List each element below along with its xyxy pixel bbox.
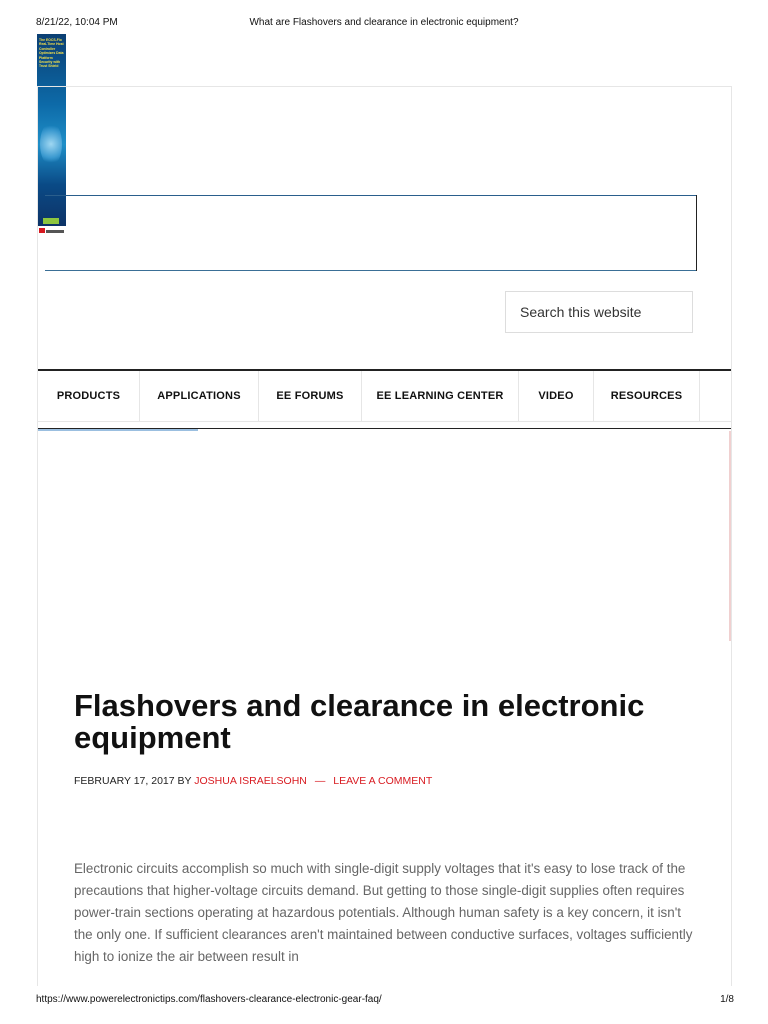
byline-by: BY: [177, 775, 192, 787]
page-frame-right: [731, 86, 732, 986]
nav-item-applications[interactable]: APPLICATIONS: [140, 371, 259, 421]
print-page-number: 1/8: [720, 994, 734, 1005]
print-url: https://www.powerelectronictips.com/flashovers-clearance-electronic-gear-faq/: [36, 994, 382, 1005]
ad-text: The EOCS-Flo Real-Time Host Controller Optimizes Data Platform Security with Trust Shield: [39, 38, 64, 69]
byline-separator: —: [314, 775, 326, 787]
print-datetime: 8/21/22, 10:04 PM: [36, 17, 118, 28]
hero-ad-slot: [38, 428, 731, 641]
nav-item-ee-learning-center[interactable]: EE LEARNING CENTER: [362, 371, 519, 421]
hero-edge: [729, 431, 731, 641]
main-nav: [38, 369, 731, 422]
print-doc-title: What are Flashovers and clearance in electronic equipment?: [249, 17, 519, 28]
nav-item-video[interactable]: VIDEO: [519, 371, 594, 421]
page-frame-top: [37, 86, 732, 87]
article-title: Flashovers and clearance in electronic equipment: [74, 688, 645, 755]
byline: [74, 775, 432, 787]
ad-graphic: [40, 122, 62, 166]
header-banner-ad[interactable]: [45, 195, 697, 271]
article-date: FEBRUARY 17, 2017: [74, 775, 175, 787]
nav-item-resources[interactable]: RESOURCES: [594, 371, 700, 421]
nav-item-products[interactable]: PRODUCTS: [38, 371, 140, 421]
banner-top-edge: [45, 195, 696, 196]
banner-bottom-edge: [45, 270, 696, 271]
nav-item-ee-forums[interactable]: EE FORUMS: [259, 371, 362, 421]
leave-comment-link[interactable]: LEAVE A COMMENT: [333, 775, 433, 787]
article-body: Electronic circuits accomplish so much with single-digit supply voltages that it's easy to lose track of the precautions that higher-voltage circuits demand. But getting to those single-digit supplies often requires power-train sections operating at hazardous potentials. Although human safety is a key concern, it isn't the only one. If sufficient clearances aren't maintained between conductive surfaces, voltages sufficiently high to ionize the air between result in: [74, 861, 693, 964]
search-placeholder: Search this website: [520, 304, 642, 320]
author-link[interactable]: JOSHUA ISRAELSOHN: [194, 775, 307, 787]
hero-accent: [38, 429, 198, 431]
search-input[interactable]: [505, 291, 693, 333]
